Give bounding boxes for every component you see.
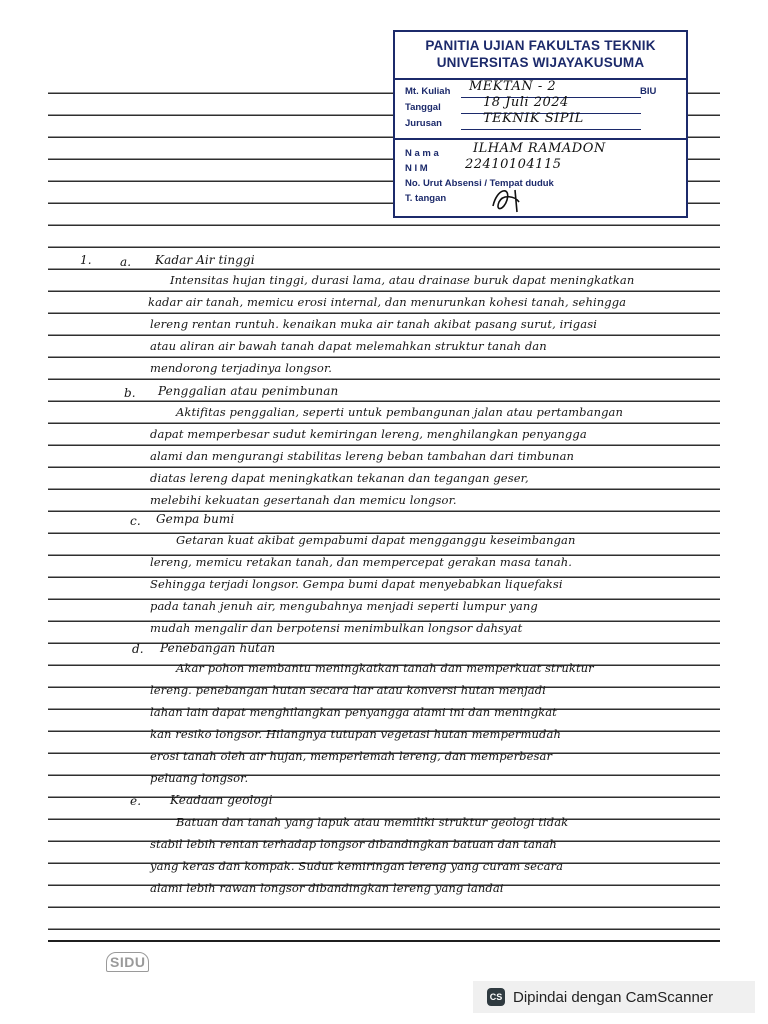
section-c-line: Getaran kuat akibat gempabumi dapat mengganggu keseimbangan <box>176 533 576 547</box>
paper-watermark-logo: SIDU <box>106 952 149 972</box>
section-e-title: Keadaan geologi <box>170 793 273 807</box>
section-a-title: Kadar Air tinggi <box>155 253 255 267</box>
signature-label: T. tangan <box>405 193 447 204</box>
seat-number-label: No. Urut Absensi / Tempat duduk <box>405 178 554 189</box>
section-e-label: e. <box>130 794 142 808</box>
course-label: Mt. Kuliah <box>405 86 451 97</box>
section-d-line: kan resiko longsor. Hilangnya tutupan vegetasi hutan mempermudah <box>150 727 561 741</box>
section-e-line: stabil lebih rentan terhadap longsor dibandingkan batuan dan tanah <box>150 837 557 851</box>
course-value: MEKTAN - 2 <box>469 79 557 94</box>
section-b-line: dapat memperbesar sudut kemiringan lereng, menghilangkan penyangga <box>150 427 587 441</box>
name-label: N a m a <box>405 148 439 159</box>
section-b-line: alami dan mengurangi stabilitas lereng beban tambahan dari timbunan <box>150 449 575 463</box>
major-label: Jurusan <box>405 118 442 129</box>
camscanner-icon: CS <box>487 988 505 1006</box>
paper-bottom-line <box>48 940 720 942</box>
section-c-title: Gempa bumi <box>156 512 235 526</box>
section-c-line: lereng, memicu retakan tanah, dan mempercepat gerakan masa tanah. <box>150 555 572 569</box>
section-a-line: Intensitas hujan tinggi, durasi lama, atau drainase buruk dapat meningkatkan <box>170 273 635 287</box>
section-a-label: a. <box>120 255 132 269</box>
date-value: 18 Juli 2024 <box>483 95 569 110</box>
section-b-line: Aktifitas penggalian, seperti untuk pembangunan jalan atau pertambangan <box>176 405 624 419</box>
section-d-line: lahan lain dapat menghilangkan penyangga alami ini dan meningkat <box>150 705 557 719</box>
section-c-line: mudah mengalir dan berpotensi menimbulkan longsor dahsyat <box>150 621 523 635</box>
section-e-line: alami lebih rawan longsor dibandingkan lereng yang landai <box>150 881 504 895</box>
section-c-label: c. <box>130 514 141 528</box>
section-d-label: d. <box>132 642 144 656</box>
section-c-line: Sehingga terjadi longsor. Gempa bumi dapat menyebabkan liquefaksi <box>150 577 563 591</box>
section-b-line: diatas lereng dapat meningkatkan tekanan dan tegangan geser, <box>150 471 529 485</box>
stamp-university: UNIVERSITAS WIJAYAKUSUMA <box>436 55 645 70</box>
section-d-line: Akar pohon membantu meningkatkan tanah dan memperkuat struktur <box>176 661 594 675</box>
name-value: ILHAM RAMADON <box>473 141 606 156</box>
section-c-line: pada tanah jenuh air, mengubahnya menjadi seperti lumpur yang <box>150 599 538 613</box>
nim-value: 22410104115 <box>465 157 562 172</box>
section-a-line: lereng rentan runtuh. kenaikan muka air tanah akibat pasang surut, irigasi <box>150 317 597 331</box>
section-b-title: Penggalian atau penimbunan <box>158 384 339 398</box>
major-value: TEKNIK SIPIL <box>483 111 584 126</box>
course-suffix: BIU <box>640 86 657 97</box>
section-d-line: erosi tanah oleh air hujan, memperlemah lereng, dan memperbesar <box>150 749 553 763</box>
section-d-line: peluang longsor. <box>150 771 249 785</box>
section-e-line: Batuan dan tanah yang lapuk atau memiliki struktur geologi tidak <box>176 815 569 829</box>
exam-header-stamp <box>393 30 688 218</box>
section-a-line: atau aliran air bawah tanah dapat melemahkan struktur tanah dan <box>150 339 547 353</box>
section-b-line: melebihi kekuatan gesertanah dan memicu longsor. <box>150 493 457 507</box>
date-label: Tanggal <box>405 102 441 113</box>
section-d-line: lereng. penebangan hutan secara liar atau konversi hutan menjadi <box>150 683 546 697</box>
section-a-line: mendorong terjadinya longsor. <box>150 361 333 375</box>
camscanner-text: Dipindai dengan CamScanner <box>513 988 714 1006</box>
stamp-faculty: PANITIA UJIAN FAKULTAS TEKNIK <box>425 38 656 53</box>
section-b-label: b. <box>124 386 136 400</box>
section-e-line: yang keras dan kompak. Sudut kemiringan lereng yang curam secara <box>150 859 564 873</box>
nim-label: N I M <box>405 163 428 174</box>
stamp-title <box>395 32 686 71</box>
signature-drawing <box>485 182 535 216</box>
question-number: 1. <box>80 253 92 267</box>
camscanner-badge <box>473 981 755 1013</box>
section-d-title: Penebangan hutan <box>160 641 276 655</box>
section-a-line: kadar air tanah, memicu erosi internal, dan menurunkan kohesi tanah, sehingga <box>148 295 627 309</box>
